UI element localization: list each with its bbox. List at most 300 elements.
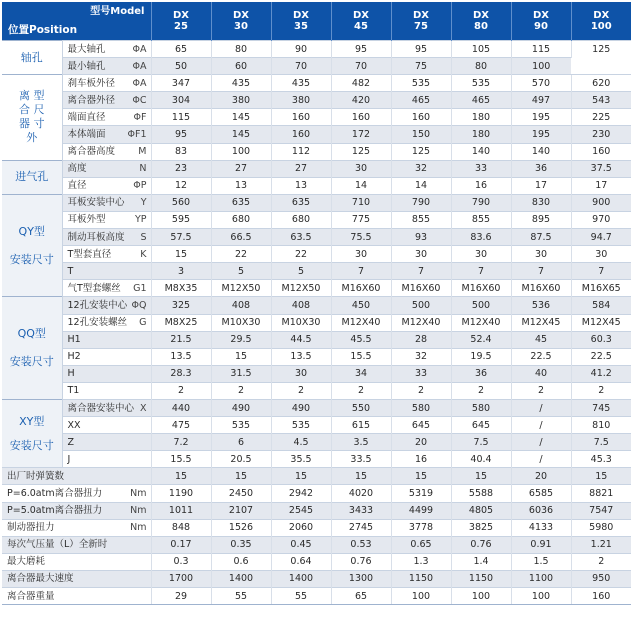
value-cell: 80 [211, 41, 271, 58]
value-cell: 80 [451, 58, 511, 75]
group-label-line: QY型 [18, 224, 45, 238]
value-cell: 1150 [391, 570, 451, 587]
value-cell: 2745 [331, 519, 391, 536]
table-row [2, 263, 631, 280]
value-cell: 2 [451, 382, 511, 399]
value-cell: 160 [271, 109, 331, 126]
param-label: 离合器安装中心 [67, 402, 135, 414]
value-cell: 100 [511, 588, 571, 605]
value-cell: 52.4 [451, 331, 511, 348]
value-cell: 30 [511, 246, 571, 263]
value-cell: 7 [391, 263, 451, 280]
param-symbol: X [139, 402, 147, 414]
value-cell: 1100 [511, 570, 571, 587]
value-cell: 31.5 [211, 365, 271, 382]
value-cell: 7 [571, 263, 631, 280]
param-label: 最大磨耗 [7, 556, 46, 568]
param-symbol: K [140, 248, 147, 260]
value-cell: 635 [211, 194, 271, 211]
param-symbol: M [138, 146, 147, 158]
value-cell: 115 [511, 41, 571, 58]
param-cell [62, 160, 151, 177]
value-cell: M12X40 [331, 314, 391, 331]
value-cell: 450 [331, 297, 391, 314]
value-cell: 55 [271, 588, 331, 605]
param-cell [62, 143, 151, 160]
value-cell: 150 [391, 126, 451, 143]
value-cell: 535 [271, 417, 331, 434]
value-cell: 160 [271, 126, 331, 143]
value-cell: 500 [391, 297, 451, 314]
value-cell: 2942 [271, 485, 331, 502]
value-cell: 195 [511, 126, 571, 143]
value-cell: M16X60 [451, 280, 511, 297]
param-label: H2 [67, 351, 81, 363]
value-cell: 20.5 [211, 451, 271, 468]
value-cell: 13.5 [151, 348, 211, 365]
value-cell: 490 [211, 399, 271, 416]
group-label-line: 合 尺 [19, 103, 45, 117]
value-cell: 304 [151, 92, 211, 109]
param-symbol: ΦC [132, 94, 147, 106]
model-header-cell [451, 2, 511, 41]
value-cell: 1400 [271, 570, 331, 587]
group-label-line: 进气孔 [15, 170, 49, 184]
value-cell: M12X45 [571, 314, 631, 331]
value-cell: 14 [391, 177, 451, 194]
model-series: DX [593, 10, 610, 21]
value-cell: 0.91 [511, 536, 571, 553]
value-cell: 0.64 [271, 553, 331, 570]
value-cell: 0.65 [391, 536, 451, 553]
param-label: H1 [67, 334, 81, 346]
value-cell: 15.5 [331, 348, 391, 365]
table-row [2, 399, 631, 416]
value-cell: 60.3 [571, 331, 631, 348]
table-row [2, 92, 631, 109]
value-cell: 30 [451, 246, 511, 263]
param-cell [2, 468, 151, 485]
model-series: DX [532, 10, 549, 21]
value-cell: 1150 [451, 570, 511, 587]
value-cell: 30 [271, 365, 331, 382]
value-cell: 584 [571, 297, 631, 314]
value-cell: 325 [151, 297, 211, 314]
value-cell: 440 [151, 399, 211, 416]
table-row [2, 194, 631, 211]
model-series: DX [232, 10, 249, 21]
value-cell: 160 [571, 588, 631, 605]
header-row [2, 2, 631, 41]
value-cell: 125 [571, 41, 631, 58]
group-label-line: 器 寸 [19, 117, 45, 131]
value-cell: / [511, 417, 571, 434]
value-cell: 615 [331, 417, 391, 434]
value-cell: 66.5 [211, 229, 271, 246]
value-cell: 680 [211, 211, 271, 228]
model-label: 型号Model [90, 6, 145, 17]
value-cell: 87.5 [511, 229, 571, 246]
table-row [2, 297, 631, 314]
model-header-cell [331, 2, 391, 41]
param-cell [2, 502, 151, 519]
value-cell: 60 [211, 58, 271, 75]
value-cell: 347 [151, 75, 211, 92]
value-cell: 543 [571, 92, 631, 109]
param-symbol: YP [134, 214, 147, 226]
param-cell [62, 399, 151, 416]
param-label: 制动器扭力 [7, 522, 55, 534]
group-label-line: QQ型 [17, 327, 46, 341]
value-cell: 435 [211, 75, 271, 92]
value-cell: 5588 [451, 485, 511, 502]
param-label: T1 [67, 385, 80, 397]
value-cell: 895 [511, 211, 571, 228]
value-cell: 560 [151, 194, 211, 211]
value-cell: 535 [211, 417, 271, 434]
table-row [2, 365, 631, 382]
model-header-cell [571, 2, 631, 41]
value-cell: 0.17 [151, 536, 211, 553]
value-cell: 1526 [211, 519, 271, 536]
value-cell: 15.5 [151, 451, 211, 468]
value-cell: 5980 [571, 519, 631, 536]
param-label: 12孔安装中心 [67, 299, 128, 311]
param-cell [62, 331, 151, 348]
param-symbol: ΦA [132, 43, 147, 55]
value-cell: 550 [331, 399, 391, 416]
value-cell: 8821 [571, 485, 631, 502]
value-cell: 2 [511, 382, 571, 399]
group-label-cell [2, 75, 62, 160]
table-row [2, 58, 631, 75]
value-cell: 30 [331, 246, 391, 263]
group-label-line: 外 [26, 131, 38, 145]
value-cell: 30 [331, 160, 391, 177]
group-label-line: 安装尺寸 [9, 438, 54, 452]
table-row [2, 502, 631, 519]
param-cell [62, 365, 151, 382]
param-label: 耳板安装中心 [67, 197, 125, 209]
param-cell [2, 485, 151, 502]
value-cell: 7.5 [451, 434, 511, 451]
table-row [2, 434, 631, 451]
value-cell: 63.5 [271, 229, 331, 246]
param-symbol: ΦF1 [127, 129, 147, 141]
model-size: 25 [174, 21, 188, 32]
value-cell: 7 [451, 263, 511, 280]
position-label: 位置Position [8, 24, 78, 36]
table-row [2, 536, 631, 553]
value-cell: 0.76 [451, 536, 511, 553]
value-cell: 15 [211, 468, 271, 485]
param-cell [2, 570, 151, 587]
value-cell: 45.3 [571, 451, 631, 468]
value-cell: 2060 [271, 519, 331, 536]
value-cell: 3825 [451, 519, 511, 536]
value-cell: 160 [331, 109, 391, 126]
group-label-line: 安装尺寸 [9, 252, 54, 266]
value-cell: 180 [451, 109, 511, 126]
value-cell: 490 [271, 399, 331, 416]
param-cell [2, 536, 151, 553]
value-cell: 33.5 [331, 451, 391, 468]
value-cell: 15 [271, 468, 331, 485]
value-cell: 172 [331, 126, 391, 143]
spec-table [2, 2, 631, 605]
value-cell: 22.5 [571, 348, 631, 365]
value-cell: M16X60 [331, 280, 391, 297]
value-cell: 16 [451, 177, 511, 194]
value-cell: 535 [451, 75, 511, 92]
value-cell: 3 [151, 263, 211, 280]
value-cell: 30 [391, 246, 451, 263]
value-cell: 1.4 [451, 553, 511, 570]
param-cell [62, 246, 151, 263]
value-cell: 145 [211, 126, 271, 143]
value-cell: 19.5 [451, 348, 511, 365]
table-row [2, 417, 631, 434]
value-cell: 1.3 [391, 553, 451, 570]
param-label: 12孔安装螺丝 [67, 317, 128, 329]
value-cell: 710 [331, 194, 391, 211]
value-cell: M16X60 [511, 280, 571, 297]
value-cell: 40 [511, 365, 571, 382]
param-symbol: Nm [130, 522, 147, 534]
model-series: DX [352, 10, 369, 21]
value-cell: 7 [511, 263, 571, 280]
value-cell: 17 [571, 177, 631, 194]
group-label-cell [2, 297, 62, 400]
value-cell: 12 [151, 177, 211, 194]
value-cell: 28.3 [151, 365, 211, 382]
table-row [2, 75, 631, 92]
value-cell: 848 [151, 519, 211, 536]
value-cell: 1011 [151, 502, 211, 519]
value-cell: 95 [391, 41, 451, 58]
param-label: 离合器高度 [67, 146, 116, 158]
value-cell: 20 [391, 434, 451, 451]
param-cell [62, 263, 151, 280]
value-cell: 34 [331, 365, 391, 382]
param-cell [62, 92, 151, 109]
param-cell [62, 348, 151, 365]
table-row [2, 314, 631, 331]
value-cell: 50 [151, 58, 211, 75]
value-cell: 36 [511, 160, 571, 177]
model-header-cell [271, 2, 331, 41]
model-series: DX [472, 10, 489, 21]
param-cell [62, 58, 151, 75]
param-label: 气T型套螺丝 [67, 282, 121, 294]
param-symbol: G [139, 317, 147, 329]
table-row [2, 109, 631, 126]
value-cell: 65 [331, 588, 391, 605]
value-cell: 140 [451, 143, 511, 160]
value-cell: 580 [391, 399, 451, 416]
table-row [2, 126, 631, 143]
value-cell: 37.5 [571, 160, 631, 177]
param-label: 最大轴孔 [67, 43, 106, 55]
value-cell: 17 [511, 177, 571, 194]
value-cell: 15 [331, 468, 391, 485]
param-label: 每次气压量（L）全新时 [7, 539, 108, 551]
value-cell: 195 [511, 109, 571, 126]
value-cell: 0.35 [211, 536, 271, 553]
param-cell [62, 229, 151, 246]
param-symbol: ΦA [132, 60, 147, 72]
param-label: J [67, 453, 71, 465]
value-cell: 15 [391, 468, 451, 485]
value-cell: 855 [391, 211, 451, 228]
param-symbol: ΦQ [131, 299, 147, 311]
group-label-line: XY型 [19, 414, 45, 428]
param-label: H [67, 368, 75, 380]
model-header-cell [511, 2, 571, 41]
value-cell: 94.7 [571, 229, 631, 246]
value-cell: 645 [391, 417, 451, 434]
value-cell: 22 [271, 246, 331, 263]
group-label-cell [2, 194, 62, 297]
value-cell: 225 [571, 109, 631, 126]
value-cell: 745 [571, 399, 631, 416]
value-cell: 6 [211, 434, 271, 451]
value-cell: 645 [451, 417, 511, 434]
value-cell: 420 [331, 92, 391, 109]
value-cell: 408 [211, 297, 271, 314]
table-row [2, 382, 631, 399]
value-cell: M12X50 [211, 280, 271, 297]
param-cell [62, 194, 151, 211]
value-cell: / [511, 399, 571, 416]
group-label-line: 安装尺寸 [9, 355, 54, 369]
value-cell: 90 [271, 41, 331, 58]
value-cell: 380 [271, 92, 331, 109]
table-row [2, 570, 631, 587]
value-cell: 15 [151, 246, 211, 263]
param-label: 耳板外型 [67, 214, 106, 226]
value-cell: 465 [451, 92, 511, 109]
table-row [2, 468, 631, 485]
table-row [2, 331, 631, 348]
group-label-line: 轴孔 [20, 50, 43, 64]
value-cell: 3.5 [331, 434, 391, 451]
param-cell [62, 211, 151, 228]
param-label: P=6.0atm离合器扭力 [7, 487, 103, 499]
value-cell: 680 [271, 211, 331, 228]
value-cell: 100 [451, 588, 511, 605]
value-cell: 27 [271, 160, 331, 177]
value-cell: M12X40 [451, 314, 511, 331]
param-cell [62, 126, 151, 143]
value-cell: 595 [151, 211, 211, 228]
value-cell: M8X35 [151, 280, 211, 297]
value-cell: 6585 [511, 485, 571, 502]
value-cell: 2 [271, 382, 331, 399]
value-cell: 620 [571, 75, 631, 92]
value-cell: 7.5 [571, 434, 631, 451]
value-cell: 1190 [151, 485, 211, 502]
value-cell: 105 [451, 41, 511, 58]
spec-body [2, 41, 631, 605]
value-cell: 5 [271, 263, 331, 280]
param-label: 高度 [67, 163, 87, 175]
param-cell [62, 417, 151, 434]
group-label-cell [2, 399, 62, 467]
value-cell: 475 [151, 417, 211, 434]
param-label: T [67, 265, 74, 277]
param-cell [62, 382, 151, 399]
value-cell: 2 [331, 382, 391, 399]
value-cell: 2545 [271, 502, 331, 519]
value-cell: 41.2 [571, 365, 631, 382]
value-cell: 30 [571, 246, 631, 263]
param-label: 直径 [67, 180, 87, 192]
group-label-line: 离 型 [19, 89, 45, 103]
value-cell: 65 [151, 41, 211, 58]
value-cell: 95 [331, 41, 391, 58]
value-cell: 1400 [211, 570, 271, 587]
value-cell: 5319 [391, 485, 451, 502]
value-cell: 4805 [451, 502, 511, 519]
value-cell: 13.5 [271, 348, 331, 365]
param-label: Z [67, 436, 75, 448]
value-cell: 0.76 [331, 553, 391, 570]
value-cell: 55 [211, 588, 271, 605]
param-label: 离合器外径 [67, 94, 116, 106]
model-size: 90 [534, 21, 548, 32]
value-cell: 13 [271, 177, 331, 194]
model-size: 35 [294, 21, 308, 32]
param-label: 离合器最大速度 [7, 573, 74, 585]
model-size: 75 [414, 21, 428, 32]
group-label-cell [2, 160, 62, 194]
param-cell [2, 553, 151, 570]
value-cell: 15 [451, 468, 511, 485]
param-label: XX [67, 419, 81, 431]
group-label-cell [2, 41, 62, 75]
value-cell: 775 [331, 211, 391, 228]
value-cell: 2 [211, 382, 271, 399]
value-cell: 112 [271, 143, 331, 160]
value-cell: 15 [211, 348, 271, 365]
value-cell: M12X40 [391, 314, 451, 331]
value-cell: 3778 [391, 519, 451, 536]
model-header-cell [151, 2, 211, 41]
value-cell: 535 [391, 75, 451, 92]
value-cell: 830 [511, 194, 571, 211]
param-label: 制动耳板高度 [67, 231, 125, 243]
value-cell: 435 [271, 75, 331, 92]
value-cell: 1.21 [571, 536, 631, 553]
value-cell: 22.5 [511, 348, 571, 365]
param-cell [62, 75, 151, 92]
value-cell: 180 [451, 126, 511, 143]
value-cell: 125 [331, 143, 391, 160]
value-cell: 32 [391, 348, 451, 365]
value-cell: 35.5 [271, 451, 331, 468]
table-row [2, 348, 631, 365]
value-cell: 1300 [331, 570, 391, 587]
value-cell: 497 [511, 92, 571, 109]
value-cell: 15 [151, 468, 211, 485]
value-cell: 27 [211, 160, 271, 177]
value-cell: 93 [391, 229, 451, 246]
value-cell: M10X30 [211, 314, 271, 331]
value-cell: 7547 [571, 502, 631, 519]
value-cell: 230 [571, 126, 631, 143]
value-cell: 75 [391, 58, 451, 75]
